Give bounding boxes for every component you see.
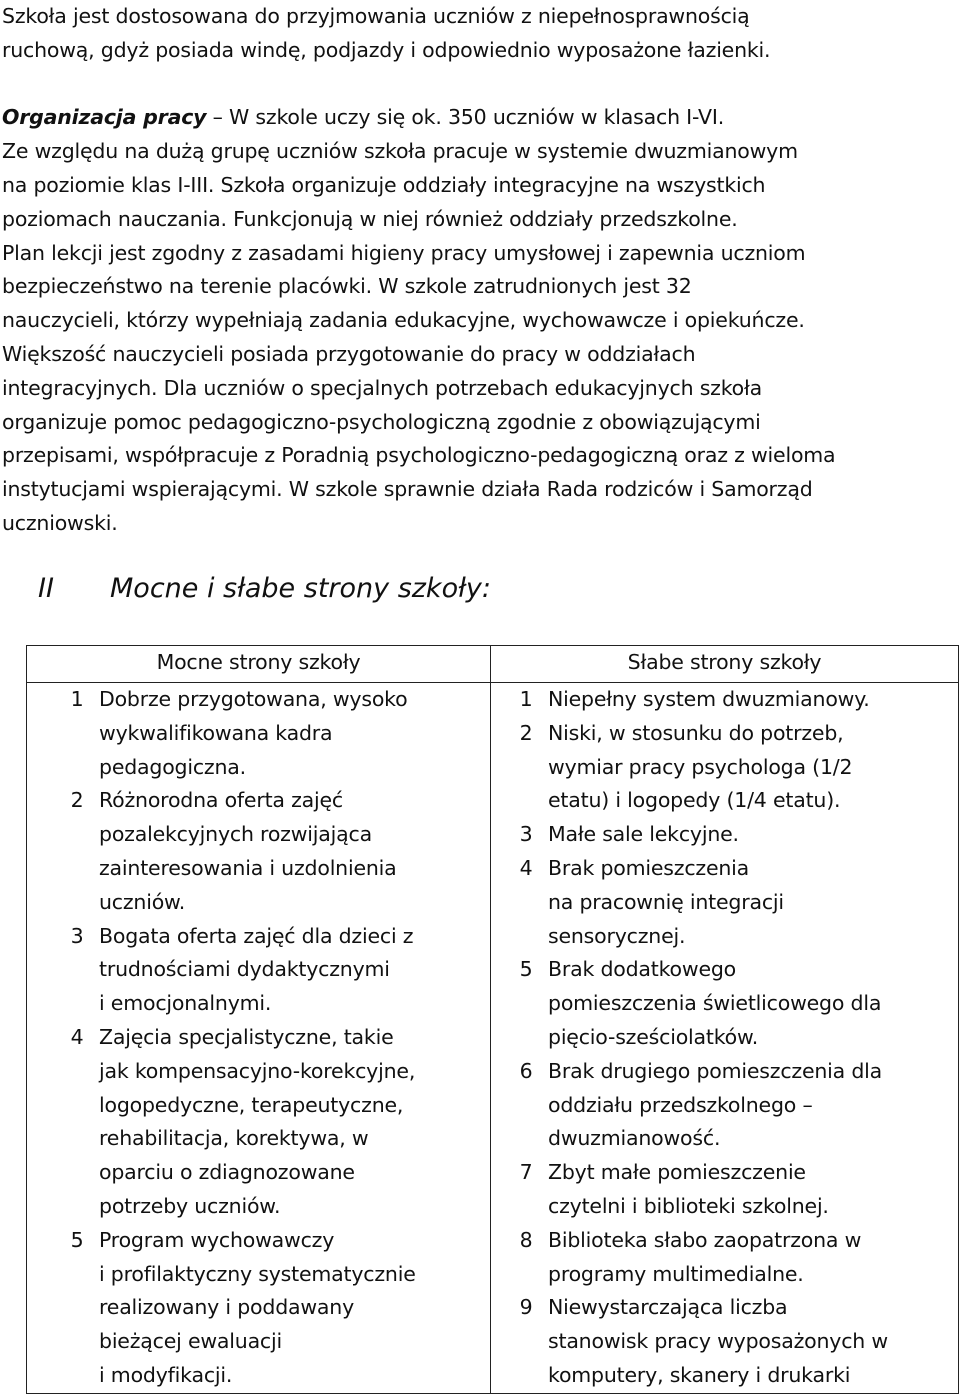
list-item-text: Zbyt małe pomieszczenie czytelni i biblioteki szkolnej. <box>548 1160 829 1218</box>
list-item-number: 4 <box>70 1024 84 1049</box>
list-item-text: Dobrze przygotowana, wysoko wykwalifikowana kadra pedagogiczna. <box>99 687 408 779</box>
paragraph-line: organizuje pomoc pedagogiczno-psychologiczną zgodnie z obowiązującymi <box>2 409 761 434</box>
list-item-text: Różnorodna oferta zajęć pozalekcyjnych rozwijająca zainteresowania i uzdolnienia uczniów. <box>99 788 397 914</box>
paragraph-line: Ze względu na dużą grupę uczniów szkoła pracuje w systemie dwuzmianowym <box>2 139 798 164</box>
list-item-text: Niewystarczająca liczba stanowisk pracy wyposażonych w komputery, skanery i drukarki <box>548 1295 888 1387</box>
weakness-item <box>504 818 958 852</box>
weaknesses-list <box>491 683 959 1394</box>
list-item-text: Brak dodatkowego pomieszczenia świetlicowego dla pięcio-sześciolatków. <box>548 957 882 1049</box>
list-item-text: Małe sale lekcyjne. <box>548 822 739 847</box>
organizacja-pracy-paragraph <box>0 135 960 541</box>
paragraph-line: instytucjami wspierającymi. W szkole sprawnie działa Rada rodziców i Samorząd <box>2 477 813 502</box>
list-item-text: Biblioteka słabo zaopatrzona w programy multimedialne. <box>548 1227 862 1286</box>
organizacja-pracy-lead: Organizacja pracy <box>2 105 207 130</box>
list-item-number: 6 <box>519 1058 533 1083</box>
list-item-number: 2 <box>519 720 533 745</box>
paragraph-line: ruchową, gdyż posiada windę, podjazdy i odpowiednio wyposażone łazienki. <box>2 37 771 62</box>
weakness-item <box>504 717 958 818</box>
table-header-row <box>27 646 959 683</box>
paragraph-line <box>0 101 960 135</box>
section-heading <box>38 573 491 604</box>
strength-item <box>55 784 490 919</box>
strength-item <box>55 683 490 784</box>
strengths-header: Mocne strony szkoły <box>27 646 491 683</box>
paragraph-line: bezpieczeństwo na terenie placówki. W szkole zatrudnionych jest 32 <box>2 274 692 299</box>
list-item-number: 5 <box>519 957 533 982</box>
list-item-number: 4 <box>519 855 533 880</box>
list-item-number: 7 <box>519 1160 533 1185</box>
paragraph-text: – W szkole uczy się ok. 350 uczniów w klasach I-VI. <box>206 105 725 130</box>
list-item-text: Bogata oferta zajęć dla dzieci z trudnościami dydaktycznymi i emocjonalnymi. <box>99 923 414 1016</box>
paragraph-gap <box>0 68 960 102</box>
list-item-text: Brak pomieszczenia na pracownię integracji sensorycznej. <box>548 855 784 948</box>
paragraph-line: poziomach nauczania. Funkcjonują w niej również oddziały przedszkolne. <box>2 206 738 231</box>
weakness-item <box>504 1291 958 1392</box>
list-item-number: 5 <box>70 1227 84 1252</box>
list-item-text: Program wychowawczy i profilaktyczny systematycznie realizowany i poddawany bieżącej ewaluacji i modyfikacji. <box>99 1227 416 1387</box>
strength-item <box>55 1021 490 1224</box>
paragraph-line: na poziomie klas I-III. Szkoła organizuje oddziały integracyjne na wszystkich <box>2 172 766 197</box>
list-item-text: Niski, w stosunku do potrzeb, wymiar pracy psychologa (1/2 etatu) i logopedy (1/4 etatu). <box>548 720 853 813</box>
list-item-number: 8 <box>519 1227 533 1252</box>
list-item-number: 3 <box>519 822 533 847</box>
paragraph-line: Szkoła jest dostosowana do przyjmowania uczniów z niepełnosprawnością <box>2 4 750 28</box>
strengths-weaknesses-table <box>26 645 959 1394</box>
list-item-number: 1 <box>519 687 533 711</box>
strength-item <box>55 920 490 1021</box>
strengths-list <box>27 683 491 1394</box>
list-item-text: Zajęcia specjalistyczne, takie jak kompensacyjno-korekcyjne, logopedyczne, terapeutyczne, rehabilitacja, korektywa, w oparciu o zdiagnozowane potrzeby uczniów. <box>99 1024 416 1218</box>
paragraph-line: Większość nauczycieli posiada przygotowanie do pracy w oddziałach <box>2 341 696 366</box>
paragraph-line: przepisami, współpracuje z Poradnią psychologiczno-pedagogiczną oraz z wieloma <box>2 443 836 468</box>
list-item-number: 2 <box>70 788 84 813</box>
strength-item <box>55 1224 490 1393</box>
paragraph-line: nauczycieli, którzy wypełniają zadania edukacyjne, wychowawcze i opiekuńcze. <box>2 308 805 333</box>
weakness-item <box>504 683 958 717</box>
weakness-item <box>504 1055 958 1156</box>
section-title: Mocne i słabe strony szkoły: <box>110 573 491 604</box>
list-item-number: 3 <box>70 923 84 948</box>
paragraph-line: uczniowski. <box>2 510 118 535</box>
weakness-item <box>504 953 958 1054</box>
weaknesses-header: Słabe strony szkoły <box>491 646 959 683</box>
list-item-text: Brak drugiego pomieszczenia dla oddziału przedszkolnego – dwuzmianowość. <box>548 1058 883 1151</box>
paragraph-line: Plan lekcji jest zgodny z zasadami higieny pracy umysłowej i zapewnia uczniom <box>2 240 806 265</box>
weakness-item <box>504 1156 958 1224</box>
document-body <box>0 0 960 541</box>
paragraph-line: integracyjnych. Dla uczniów o specjalnych potrzebach edukacyjnych szkoła <box>2 375 763 400</box>
list-item-number: 1 <box>70 687 84 711</box>
weakness-item <box>504 852 958 953</box>
weakness-item <box>504 1224 958 1292</box>
section-number: II <box>38 573 54 604</box>
list-item-text: Niepełny system dwuzmianowy. <box>548 687 870 711</box>
table-row <box>27 683 959 1394</box>
list-item-number: 9 <box>519 1295 533 1320</box>
